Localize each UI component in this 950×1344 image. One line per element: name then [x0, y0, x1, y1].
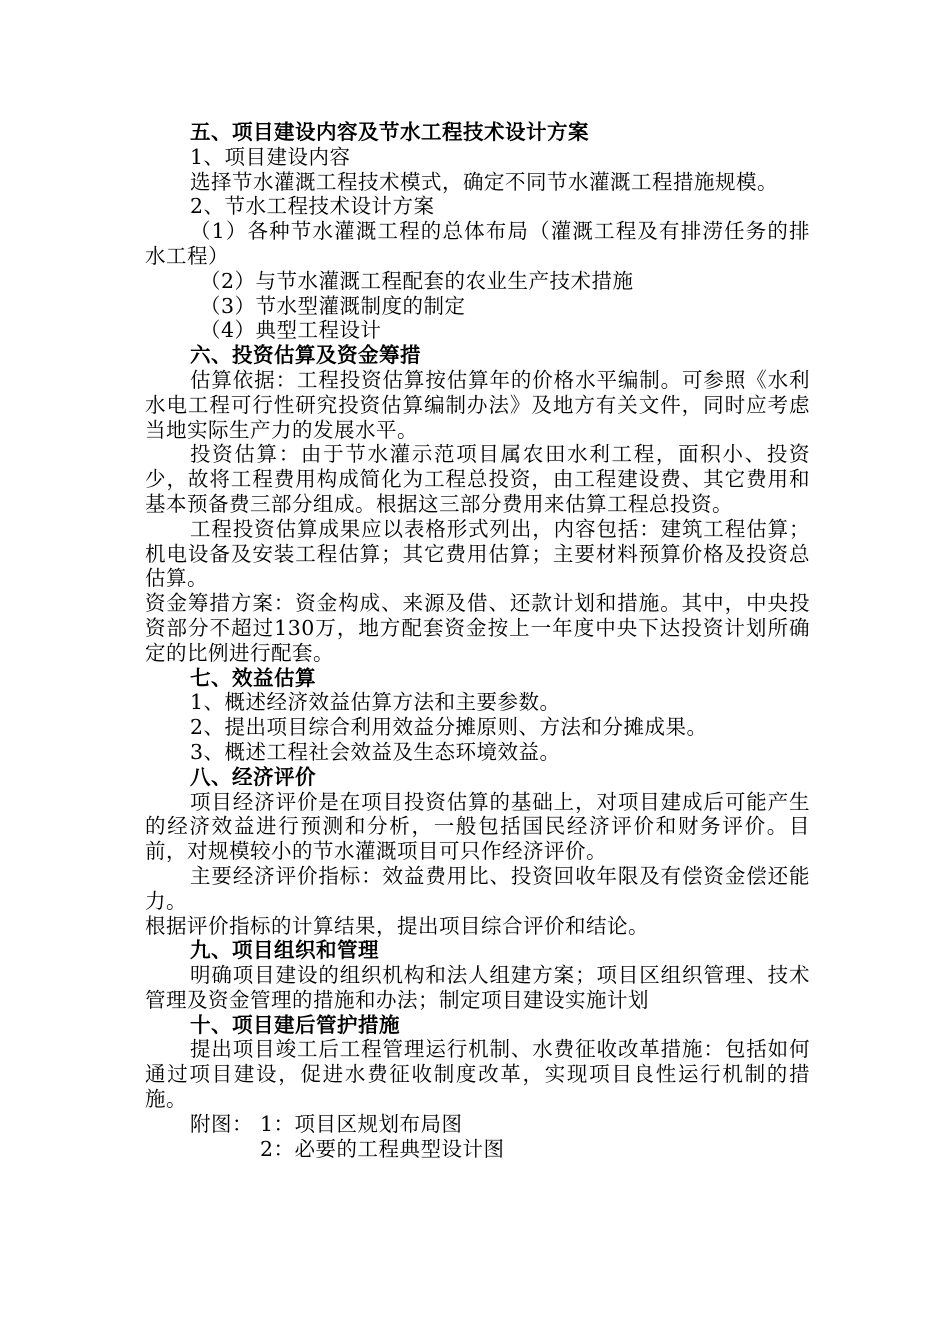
- section-10-heading: 十、项目建后管护措施: [190, 1012, 400, 1037]
- section-6-paragraph-3: 工程投资估算成果应以表格形式列出，内容包括：建筑工程估算；机电设备及安装工程估算；其它费用估算；主要材料预算价格及投资总估算。: [145, 516, 810, 591]
- appendix-item-1: 1：项目区规划布局图: [260, 1111, 463, 1136]
- appendix-label: 附图：: [190, 1111, 253, 1136]
- section-5-item-4: （4）典型工程设计: [200, 318, 382, 343]
- appendix-line-1: [145, 1112, 810, 1137]
- section-7-item-3: 3、概述工程社会效益及生态环境效益。: [190, 739, 561, 764]
- section-5-item-3: （3）节水型灌溉制度的制定: [200, 293, 466, 318]
- section-5-heading: 五、项目建设内容及节水工程技术设计方案: [190, 120, 589, 144]
- section-6-paragraph-1: 估算依据：工程投资估算按估算年的价格水平编制。可参照《水利水电工程可行性研究投资估算编制办法》及地方有关文件，同时应考虑当地实际生产力的发展水平。: [145, 367, 810, 442]
- section-7-heading: 七、效益估算: [190, 665, 316, 690]
- document-page: [145, 120, 810, 1161]
- section-8-paragraph-2: 主要经济评价指标：效益费用比、投资回收年限及有偿资金偿还能力。: [145, 863, 810, 913]
- section-10-paragraph-1: 提出项目竣工后工程管理运行机制、水费征收改革措施：包括如何通过项目建设，促进水费征收制度改革，实现项目良性运行机制的措施。: [145, 1037, 810, 1112]
- section-8-heading: 八、经济评价: [190, 764, 316, 789]
- section-5-item-1: （1）各种节水灌溉工程的总体布局（灌溉工程及有排涝任务的排水工程）: [145, 219, 810, 268]
- section-9-heading: 九、项目组织和管理: [190, 938, 379, 963]
- section-6-heading: 六、投资估算及资金筹措: [190, 343, 421, 368]
- section-6-paragraph-4: 资金筹措方案：资金构成、来源及借、还款计划和措施。其中，中央投资部分不超过130万，地方配套资金按上一年度中央下达投资计划所确定的比例进行配套。: [145, 591, 810, 665]
- section-5-sub1-text: 选择节水灌溉工程技术模式，确定不同节水灌溉工程措施规模。: [190, 169, 778, 194]
- section-5-item-2: （2）与节水灌溉工程配套的农业生产技术措施: [200, 268, 634, 293]
- section-6-paragraph-2: 投资估算：由于节水灌示范项目属农田水利工程，面积小、投资少，故将工程费用构成简化为工程总投资，由工程建设费、其它费用和基本预备费三部分组成。根据这三部分费用来估算工程总投资。: [145, 442, 810, 516]
- section-9-paragraph-1: 明确项目建设的组织机构和法人组建方案；项目区组织管理、技术管理及资金管理的措施和办法；制定项目建设实施计划: [145, 963, 810, 1012]
- section-7-item-1: 1、概述经济效益估算方法和主要参数。: [190, 690, 561, 715]
- section-5-sub1: 1、项目建设内容: [190, 144, 351, 169]
- section-5-sub2: 2、节水工程技术设计方案: [190, 194, 435, 219]
- section-8-paragraph-3: 根据评价指标的计算结果，提出项目综合评价和结论。: [145, 913, 649, 938]
- section-7-item-2: 2、提出项目综合利用效益分摊原则、方法和分摊成果。: [190, 715, 708, 740]
- appendix-item-2: 2：必要的工程典型设计图: [260, 1136, 505, 1161]
- section-8-paragraph-1: 项目经济评价是在项目投资估算的基础上，对项目建成后可能产生的经济效益进行预测和分析，一般包括国民经济评价和财务评价。目前，对规模较小的节水灌溉项目可只作经济评价。: [145, 789, 810, 864]
